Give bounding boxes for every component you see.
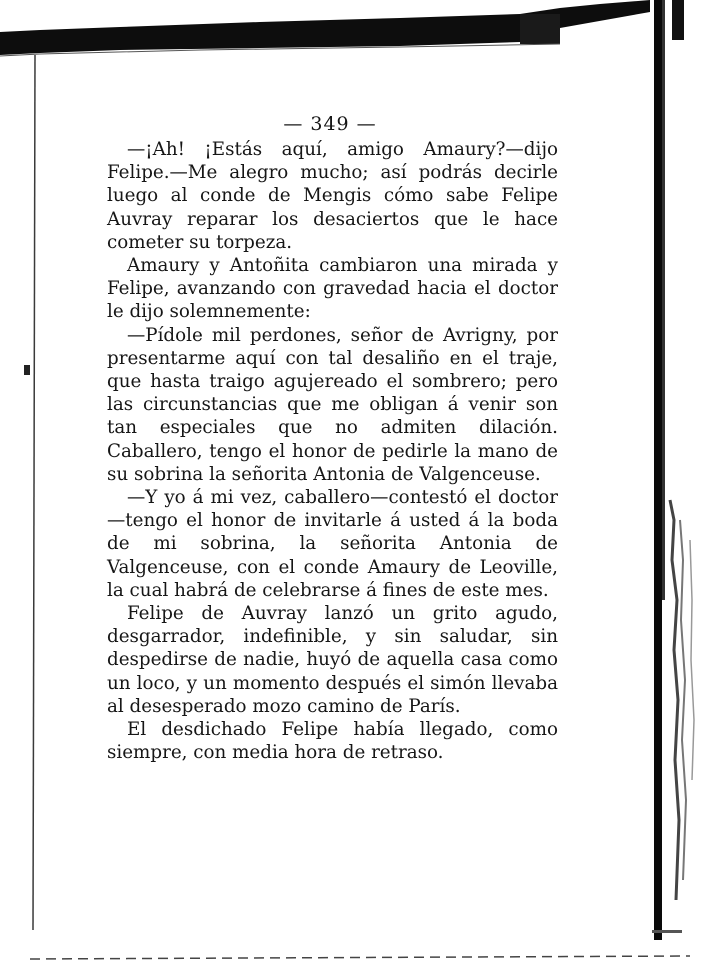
scan-margin-left [0,0,40,971]
paragraph: El desdichado Felipe había llegado, como siempre, con media hora de retraso. [107,719,558,764]
paragraph: Amaury y Antoñita cambiaron una mirada y Felipe, avanzando con gravedad hacia el doctor le dijo solemnemente: [107,255,558,323]
scan-shadow-top [0,0,718,62]
scan-shadow-right [652,0,718,971]
paragraph: —Pídole mil perdones, señor de Avrigny, por presentarme aquí con tal desaliño en el traje, que hasta traigo agujereado el sombrero; pero las circunstancias que me obligan á venir son tan especiales que no admiten dilación. Caballero, tengo el honor de pedirle la mano de su sobrina la señorita Antonia de Valgenceuse. [107,324,558,485]
paragraph: Felipe de Auvray lanzó un grito agudo, desgarrador, indefinible, y sin saludar, sin despedirse de nadie, huyó de aquella casa como un loco, y un momento después el simón llevaba al desesperado mozo camino de París. [107,603,558,717]
paragraph: —Y yo á mi vez, caballero—contestó el doctor—tengo el honor de invitarle á usted á la boda de mi sobrina, la señorita Antonia de Valgenceuse, con el conde Amaury de Leoville, la cual habrá de celebrarse á fines de este mes. [107,487,558,601]
paragraph: —¡Ah! ¡Estás aquí, amigo Amaury?—dijo Felipe.—Me alegro mucho; así podrás decirle luego al conde de Mengis cómo sabe Felipe Auvray reparar los desaciertos que le hace cometer su torpeza. [107,139,558,253]
scan-bottom-edge [30,950,710,962]
page-number: — 349 — [283,113,377,135]
body-text [107,138,558,764]
